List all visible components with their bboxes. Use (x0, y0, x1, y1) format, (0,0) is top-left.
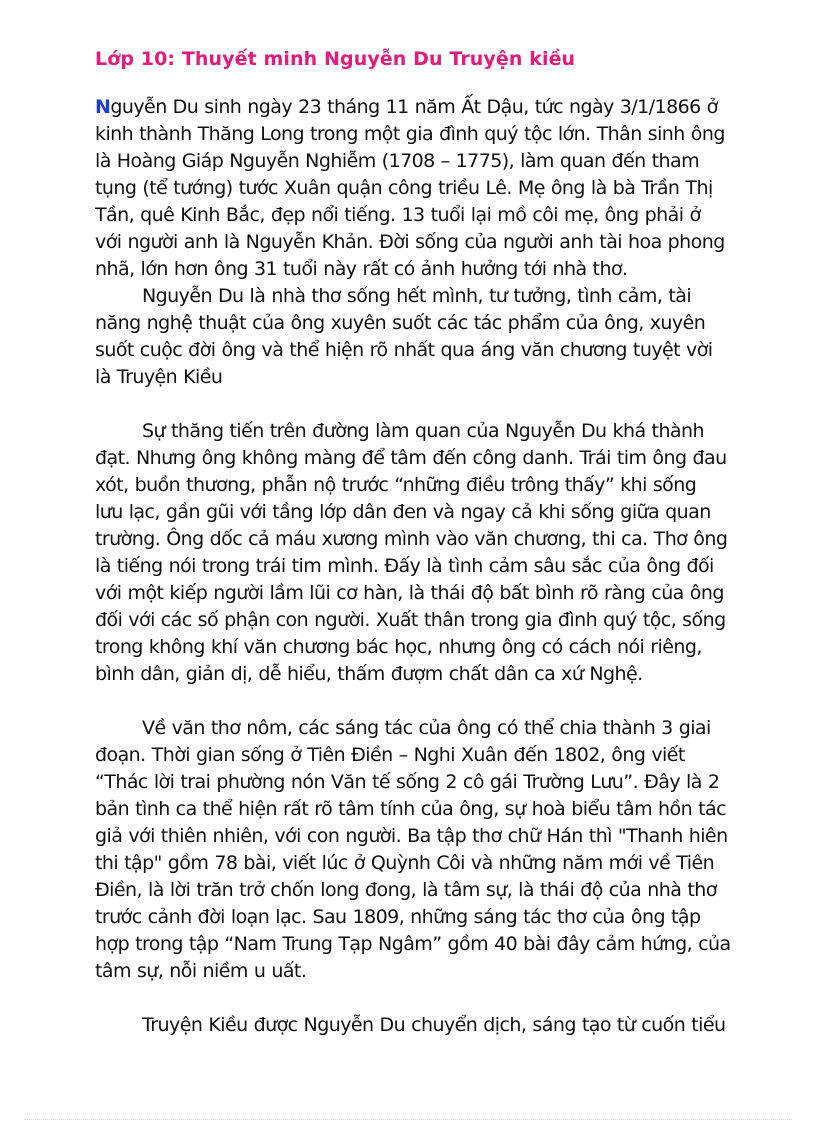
text-line: Điền, là lời trăn trở chốn long đong, là tâm sự, là thái độ của nhà thơ (95, 879, 717, 901)
text-line: Về văn thơ nôm, các sáng tác của ông có thể chia thành 3 giai (142, 717, 711, 739)
text-line: đoạn. Thời gian sống ở Tiên Điền – Nghi Xuân đến 1802, ông viết (95, 744, 685, 766)
text-line: năng nghệ thuật của ông xuyên suốt các tác phẩm của ông, xuyên (95, 312, 706, 334)
text-line: “Thác lời trai phường nón Văn tế sống 2 cô gái Trường Lưu”. Đây là 2 (95, 771, 720, 793)
text-line: bình dân, giản dị, dễ hiểu, thấm đượm chất dân ca xứ Nghệ. (95, 663, 643, 685)
text-line: với người anh là Nguyễn Khản. Đời sống của người anh tài hoa phong (95, 231, 725, 253)
drop-cap: N (95, 96, 111, 118)
text-line: trường. Ông dốc cả máu xương mình vào văn chương, thi ca. Thơ ông (95, 528, 728, 550)
text-line: tâm sự, nỗi niềm u uất. (95, 960, 307, 982)
document-body (95, 94, 767, 1039)
text-line: lưu lạc, gần gũi với tầng lớp dân đen và ngay cả khi sống giữa quan (95, 501, 711, 523)
text-line: bản tình ca thể hiện rất rõ tâm tính của ông, sự hoà biểu tâm hồn tác (95, 798, 726, 820)
paragraph-gap (95, 391, 767, 418)
text-line: nhã, lớn hơn ông 31 tuổi này rất có ảnh hưởng tới nhà thơ. (95, 258, 628, 280)
text-line: trước cảnh đời loạn lạc. Sau 1809, những sáng tác thơ của ông tập (95, 906, 701, 928)
text-line: Tần, quê Kinh Bắc, đẹp nổi tiếng. 13 tuổi lại mồ côi mẹ, ông phải ở (95, 204, 701, 226)
text-line: giả với thiên nhiên, với con người. Ba tập thơ chữ Hán thì "Thanh hiên (95, 825, 728, 847)
text-line: với một kiếp người lầm lũi cơ hàn, là thái độ bất bình rõ ràng của ông (95, 582, 724, 604)
text-line: tụng (tể tướng) tước Xuân quận công triều Lê. Mẹ ông là bà Trần Thị (95, 177, 713, 199)
text-line: là tiếng nói trong trái tim mình. Đấy là tình cảm sâu sắc của ông đối (95, 555, 714, 577)
text-line: thi tập" gồm 78 bài, viết lúc ở Quỳnh Côi và những năm mới về Tiên (95, 852, 715, 874)
text-line: hợp trong tập “Nam Trung Tạp Ngâm” gồm 40 bài đây cảm hứng, của (95, 933, 731, 955)
text-line: đạt. Nhưng ông không màng để tâm đến công danh. Trái tim ông đau (95, 447, 727, 469)
text-line: là Hoàng Giáp Nguyễn Nghiễm (1708 – 1775), làm quan đến tham (95, 150, 700, 172)
text-line: là Truyện Kiều (95, 366, 223, 388)
text-line: xót, buồn thương, phẫn nộ trước “những điều trông thấy” khi sống (95, 474, 697, 496)
paragraph-gap (95, 985, 767, 1012)
text-line-content: guyễn Du sinh ngày 23 tháng 11 năm Ất Dậu, tức ngày 3/1/1866 ở (110, 96, 718, 118)
text-line: Nguyễn Du là nhà thơ sống hết mình, tư tưởng, tình cảm, tài (142, 285, 692, 307)
text-line: kinh thành Thăng Long trong một gia đình quý tộc lớn. Thân sinh ông (95, 123, 725, 145)
paragraph-gap (95, 688, 767, 715)
text-line: Sự thăng tiến trên đường làm quan của Nguyễn Du khá thành (142, 420, 705, 442)
text-line: Truyện Kiều được Nguyễn Du chuyển dịch, sáng tạo từ cuốn tiểu (142, 1014, 726, 1036)
document-title: Lớp 10: Thuyết minh Nguyễn Du Truyện kiều (95, 48, 576, 70)
text-line: suốt cuộc đời ông và thể hiện rõ nhất qua áng văn chương tuyệt vời (95, 339, 713, 361)
text-line: đối với các số phận con người. Xuất thân trong gia đình quý tộc, sống (95, 609, 726, 631)
text-line (95, 94, 767, 121)
text-line: trong không khí văn chương bác học, nhưng ông có cách nói riêng, (95, 636, 702, 658)
page-bottom-divider (24, 1119, 792, 1120)
